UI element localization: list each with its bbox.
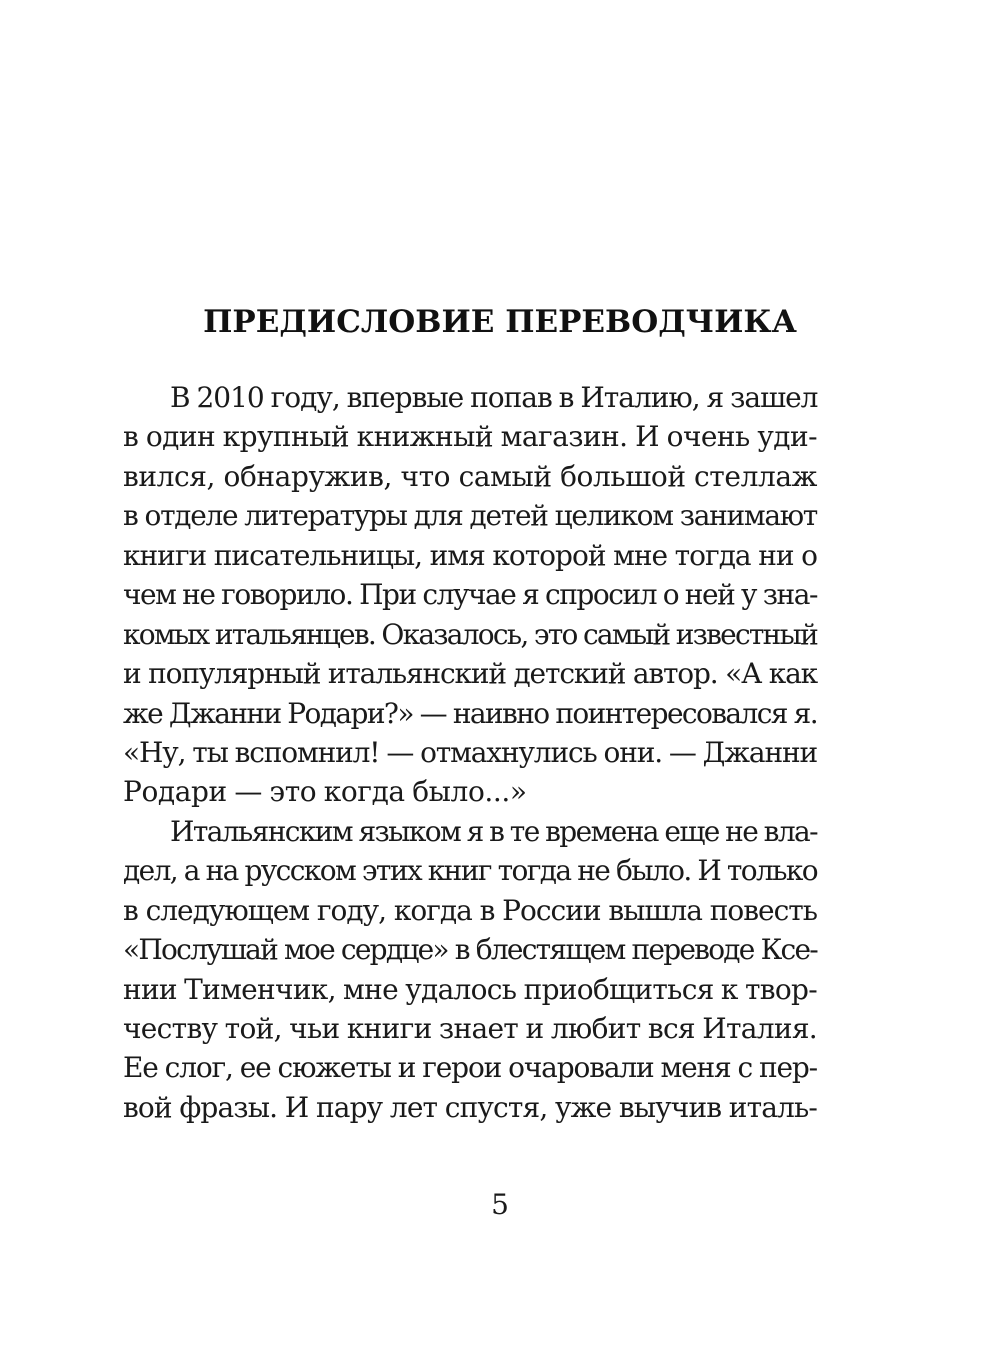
text-line: книги писательницы, имя которой мне тогда ни о [123, 538, 817, 572]
text-line: в отделе литературы для детей целиком занимают [123, 499, 817, 533]
text-line: «Послушай мое сердце» в блестящем переводе Ксе- [123, 933, 817, 967]
text-line: вился, обнаружив, что самый большой стеллаж [123, 459, 817, 493]
text-line: чем не говорило. При случае я спросил о ней у зна- [123, 578, 817, 612]
text-line: комых итальянцев. Оказалось, это самый известный [123, 617, 817, 651]
chapter-heading: ПРЕДИСЛОВИЕ ПЕРЕВОДЧИКА [203, 304, 797, 340]
text-line: «Ну, ты вспомнил! — отмахнулись они. — Джанни [123, 735, 817, 769]
text-line: и популярный итальянский детский автор. «А как [123, 657, 817, 691]
page-number: 5 [491, 1188, 509, 1221]
text-line: В 2010 году, впервые попав в Италию, я зашел [170, 381, 818, 414]
body-text [123, 378, 817, 1127]
text-line: же Джанни Родари?» — наивно поинтересовался я. [123, 696, 817, 730]
text-line: честву той, чьи книги знает и любит вся Италия. [123, 1012, 817, 1045]
text-line: в следующем году, когда в России вышла повесть [123, 893, 817, 927]
text-line: дел, а на русском этих книг тогда не было. И только [123, 854, 817, 888]
text-line: в один крупный книжный магазин. И очень уди- [123, 420, 817, 454]
text-line: Ее слог, ее сюжеты и герои очаровали меня с пер- [123, 1051, 817, 1085]
text-line: вой фразы. И пару лет спустя, уже выучив италь- [123, 1090, 817, 1124]
text-line: Родари — это когда было...» [123, 775, 527, 809]
text-line: Итальянским языком я в те времена еще не вла- [170, 814, 817, 848]
text-line: нии Тименчик, мне удалось приобщиться к твор- [123, 972, 817, 1006]
